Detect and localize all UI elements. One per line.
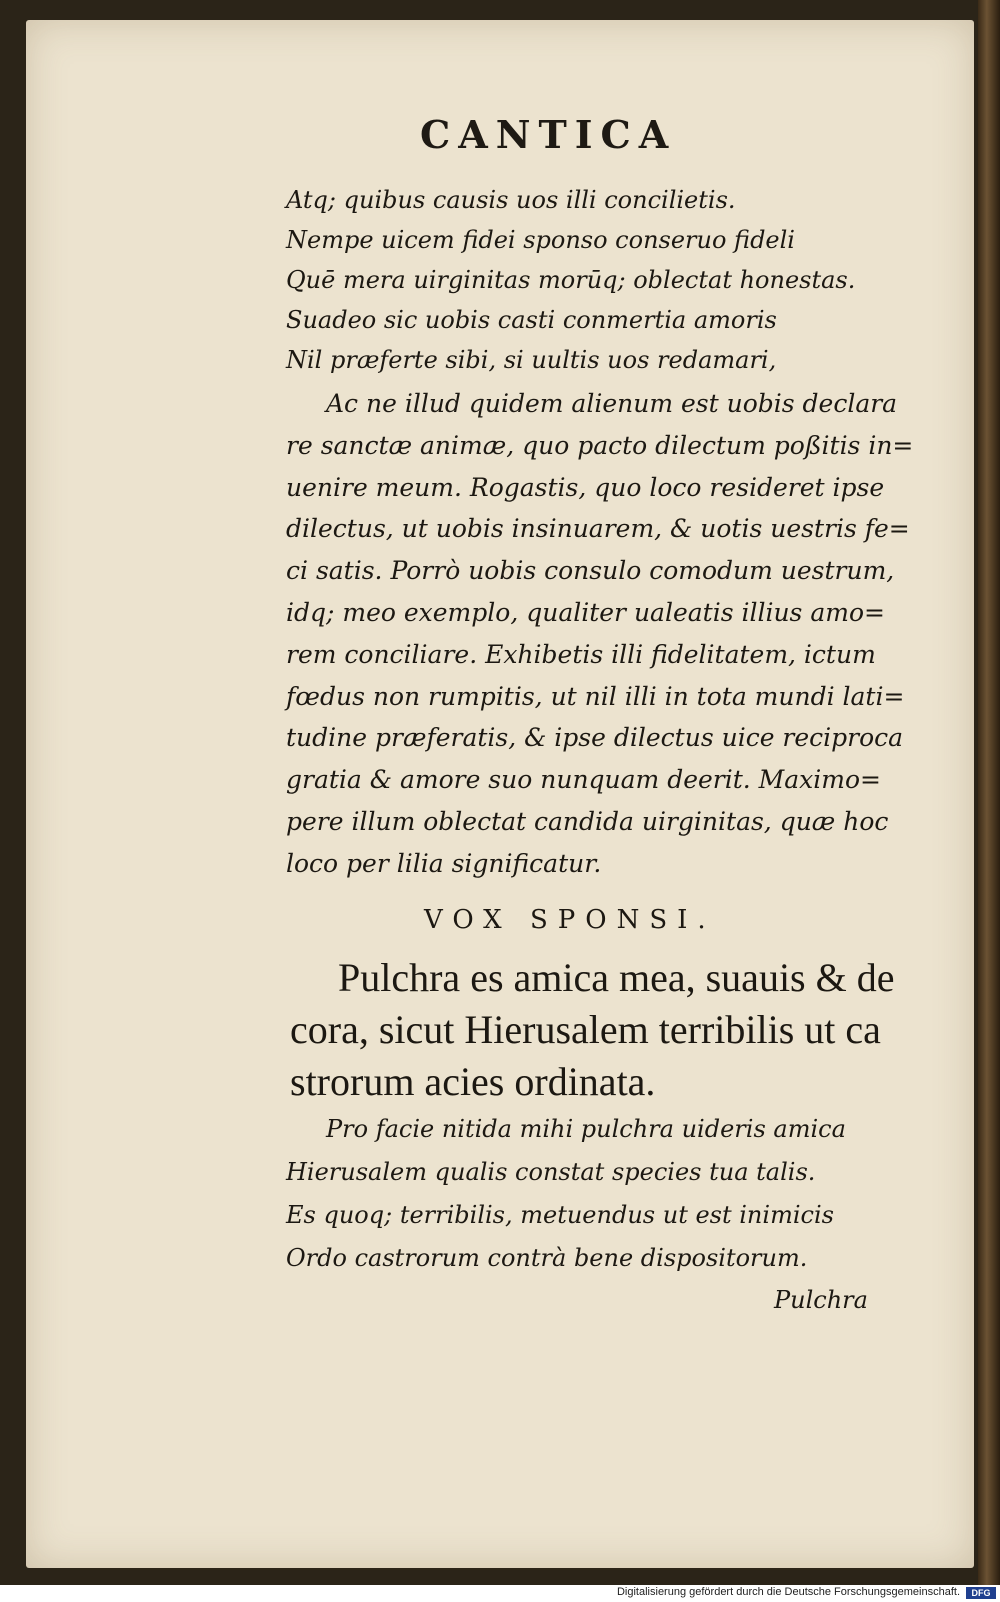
digitization-credit: Digitalisierung gefördert durch die Deutsche Forschungsgemeinschaft. bbox=[616, 1586, 960, 1598]
prose-line: gratia & amore suo nunquam deerit. Maximo= bbox=[286, 765, 881, 795]
scripture-line: strorum acies ordinata. bbox=[290, 1059, 656, 1104]
prose-line: dilectus, ut uobis insinuarem, & uotis uestris fe= bbox=[286, 514, 910, 544]
footer-bar bbox=[0, 1585, 1000, 1602]
verse-line: Suadeo sic uobis casti conmertia amoris bbox=[286, 306, 777, 334]
verse-line: Pro facie nitida mihi pulchra uideris amica bbox=[326, 1115, 846, 1143]
prose-line: fœdus non rumpitis, ut nil illi in tota mundi lati= bbox=[286, 681, 905, 711]
verse-block-bottom bbox=[286, 1108, 886, 1280]
prose-commentary bbox=[286, 383, 914, 885]
prose-line: loco per lilia significatur. bbox=[286, 848, 602, 878]
prose-line: Ac ne illud quidem alienum est uobis declara bbox=[326, 389, 898, 418]
scripture-line: cora, sicut Hierusalem terribilis ut ca bbox=[290, 1007, 881, 1052]
scripture-line: Pulchra es amica mea, suauis & de bbox=[338, 955, 895, 1000]
verse-line: Ordo castrorum contrà bene dispositorum. bbox=[286, 1244, 808, 1272]
verse-line: Nempe uicem fidei sponso conseruo fideli bbox=[286, 226, 795, 254]
book-spine-edge bbox=[978, 0, 1000, 1585]
prose-line: ci satis. Porrò uobis consulo comodum uestrum, bbox=[286, 556, 895, 586]
prose-line: rem conciliare. Exhibetis illi fidelitatem, ictum bbox=[286, 639, 876, 669]
prose-line: idq; meo exemplo, qualiter ualeatis illius amo= bbox=[286, 597, 885, 627]
verse-line: Hierusalem qualis constat species tua talis. bbox=[286, 1158, 816, 1186]
prose-line: re sanctæ animæ, quo pacto dilectum poßitis in= bbox=[286, 430, 914, 460]
prose-line: pere illum oblectat candida uirginitas, quæ hoc bbox=[286, 806, 889, 836]
running-head: CANTICA bbox=[420, 112, 677, 157]
prose-line: tudine præferatis, & ipse dilectus uice reciproca bbox=[286, 723, 904, 753]
verse-line: Quē mera uirginitas morūq; oblectat honestas. bbox=[286, 266, 856, 294]
catchword: Pulchra bbox=[774, 1286, 868, 1314]
scripture-passage bbox=[290, 952, 895, 1108]
verse-block-top bbox=[286, 180, 886, 380]
section-heading: VOX SPONSI. bbox=[424, 905, 716, 935]
prose-line: uenire meum. Rogastis, quo loco resideret ipse bbox=[286, 472, 885, 502]
verse-line: Atq; quibus causis uos illi concilietis. bbox=[286, 186, 736, 214]
dfg-logo-icon: DFG bbox=[966, 1587, 996, 1599]
verse-line: Nil præferte sibi, si uultis uos redamari, bbox=[286, 346, 777, 374]
verse-line: Es quoq; terribilis, metuendus ut est inimicis bbox=[286, 1201, 834, 1229]
